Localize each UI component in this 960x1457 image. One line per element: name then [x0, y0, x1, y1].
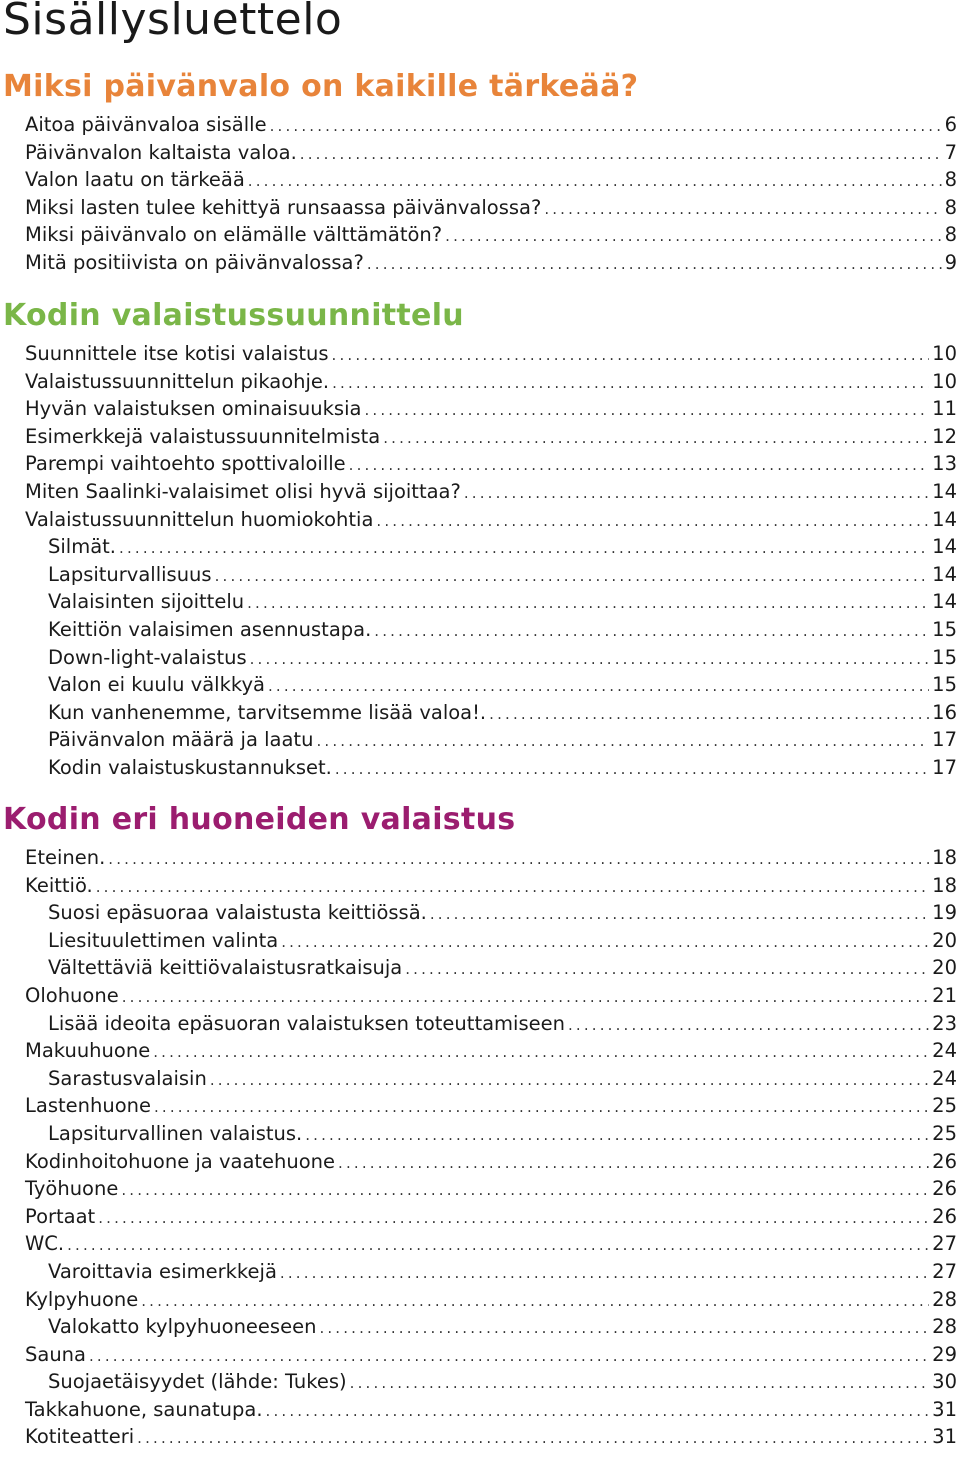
toc-entry-page-number: 24 — [932, 1066, 957, 1090]
toc-entry-label: Valokatto kylpyhuoneeseen — [48, 1315, 317, 1339]
toc-entry-page-number: 19 — [932, 901, 957, 925]
toc-entry-label: Lapsiturvallinen valaistus. — [48, 1121, 303, 1145]
toc-entry-label: Olohuone — [25, 983, 119, 1007]
toc-entry[interactable] — [0, 699, 960, 727]
dot-leader — [121, 1177, 929, 1205]
toc-entry[interactable] — [0, 982, 960, 1010]
toc-entry[interactable] — [0, 899, 960, 927]
toc-entry-page-number: 17 — [932, 755, 957, 779]
toc-entry-label: Kylpyhuone — [25, 1287, 139, 1311]
toc-entry-page-number: 8 — [944, 195, 957, 219]
toc-entry[interactable] — [0, 588, 960, 616]
toc-entry-label: Valaisinten sijoittelu — [48, 590, 245, 614]
dot-leader — [119, 535, 929, 563]
toc-entry[interactable] — [0, 1120, 960, 1148]
dot-leader — [300, 141, 942, 169]
toc-entry-page-number: 13 — [932, 452, 957, 476]
dot-leader — [332, 370, 929, 398]
toc-entry[interactable] — [0, 1341, 960, 1369]
toc-entry-page-number: 8 — [944, 223, 957, 247]
toc-entry[interactable] — [0, 872, 960, 900]
toc-entry-label: Valon laatu on tärkeää — [25, 168, 245, 192]
toc-entry-label: Aitoa päivänvaloa sisälle — [25, 113, 267, 136]
toc-entry[interactable] — [0, 450, 960, 478]
toc-entry[interactable] — [0, 1286, 960, 1314]
toc-entry-label: Keittiö. — [25, 873, 93, 897]
section-heading: Kodin valaistussuunnittelu — [3, 298, 464, 333]
toc-entry[interactable] — [0, 644, 960, 672]
toc-entry-label: Kodin valaistuskustannukset. — [48, 755, 332, 779]
dot-leader — [305, 1122, 929, 1150]
toc-entry-label: Parempi vaihtoehto spottivaloille — [25, 452, 346, 476]
toc-entry-page-number: 28 — [932, 1287, 957, 1311]
toc-entry-page-number: 23 — [932, 1011, 957, 1035]
toc-entry[interactable] — [0, 671, 960, 699]
dot-leader — [281, 929, 929, 957]
dot-leader — [489, 701, 929, 729]
toc-entry-label: Lastenhuone — [25, 1094, 151, 1118]
toc-entry[interactable] — [0, 194, 960, 222]
dot-leader — [266, 1398, 930, 1426]
toc-entry-label: Miten Saalinki-valaisimet olisi hyvä sijoittaa? — [25, 479, 461, 503]
dot-leader — [280, 1260, 929, 1288]
toc-entry-page-number: 25 — [932, 1121, 957, 1145]
dot-leader — [108, 846, 929, 874]
toc-entry[interactable] — [0, 1148, 960, 1176]
toc-entry-label: Eteinen. — [25, 846, 106, 869]
toc-entry[interactable] — [0, 1092, 960, 1120]
toc-entry-label: Suunnittele itse kotisi valaistus — [25, 342, 329, 365]
toc-entry-label: Portaat — [25, 1204, 96, 1228]
toc-entry-label: WC. — [25, 1232, 65, 1256]
toc-entry[interactable] — [0, 506, 960, 534]
toc-entry-label: Kun vanhenemme, tarvitsemme lisää valoa!. — [48, 700, 487, 724]
toc-entry-label: Työhuone — [25, 1177, 119, 1201]
dot-leader — [316, 728, 929, 756]
toc-entry-label: Valon ei kuulu välkkyä — [48, 673, 265, 697]
dot-leader — [383, 425, 929, 453]
toc-entry[interactable] — [0, 754, 960, 782]
toc-entry-page-number: 9 — [944, 250, 957, 274]
toc-entry-page-number: 8 — [944, 168, 957, 192]
toc-entry[interactable] — [0, 1230, 960, 1258]
dot-leader — [332, 342, 930, 370]
toc-entry-label: Makuuhuone — [25, 1039, 151, 1063]
dot-leader — [445, 223, 941, 251]
toc-entry-label: Keittiön valaisimen asennustapa. — [48, 617, 372, 641]
toc-entry[interactable] — [0, 1258, 960, 1286]
toc-entry-page-number: 14 — [932, 535, 957, 559]
dot-leader — [154, 1094, 929, 1122]
dot-leader — [364, 397, 929, 425]
dot-leader — [350, 1370, 930, 1398]
toc-entry[interactable] — [0, 927, 960, 955]
toc-entry[interactable] — [0, 844, 960, 872]
toc-entry[interactable] — [0, 111, 960, 139]
toc-entry-label: Hyvän valaistuksen ominaisuuksia — [25, 397, 362, 421]
toc-entry-page-number: 21 — [932, 983, 957, 1007]
toc-entry-page-number: 16 — [932, 700, 957, 724]
toc-entry-page-number: 14 — [932, 562, 957, 586]
toc-entry-label: Liesituulettimen valinta — [48, 928, 279, 952]
section-heading: Kodin eri huoneiden valaistus — [3, 802, 516, 837]
toc-entry-page-number: 14 — [932, 507, 957, 531]
dot-leader — [98, 1205, 929, 1233]
dot-leader — [376, 508, 929, 536]
toc-entry-label: Varoittavia esimerkkejä — [48, 1259, 277, 1283]
toc-entry[interactable] — [0, 726, 960, 754]
toc-entries — [0, 111, 960, 277]
toc-entry-page-number: 24 — [932, 1039, 957, 1063]
dot-leader — [405, 956, 929, 984]
toc-entry-label: Miksi päivänvalo on elämälle välttämätön? — [25, 223, 443, 247]
toc-entry[interactable] — [0, 1203, 960, 1231]
toc-entry-label: Kotiteatteri — [25, 1425, 135, 1449]
toc-entry[interactable] — [0, 1423, 960, 1451]
toc-entry-page-number: 11 — [932, 397, 957, 421]
toc-entry-label: Esimerkkejä valaistussuunnitelmista — [25, 424, 381, 448]
toc-entry-page-number: 14 — [932, 479, 957, 503]
toc-entry[interactable] — [0, 1368, 960, 1396]
toc-entry-page-number: 15 — [932, 617, 957, 641]
toc-entry-page-number: 6 — [944, 113, 957, 136]
dot-leader — [349, 452, 930, 480]
section-heading: Miksi päivänvalo on kaikille tärkeää? — [3, 69, 639, 104]
toc-entry-label: Kodinhoitohuone ja vaatehuone — [25, 1149, 336, 1173]
toc-entry[interactable] — [0, 533, 960, 561]
toc-entry[interactable] — [0, 1065, 960, 1093]
dot-leader — [464, 480, 929, 508]
toc-entry[interactable] — [0, 1396, 960, 1424]
toc-entry[interactable] — [0, 139, 960, 167]
toc-entry-page-number: 26 — [932, 1204, 957, 1228]
toc-entry-page-number: 10 — [932, 342, 957, 365]
toc-entry-page-number: 30 — [932, 1370, 957, 1394]
toc-entry-page-number: 26 — [932, 1149, 957, 1173]
toc-section-home-lighting-planning — [0, 294, 960, 782]
toc-entry[interactable] — [0, 368, 960, 396]
dot-leader — [335, 756, 929, 784]
toc-entry-page-number: 18 — [932, 873, 957, 897]
toc-entry-label: Vältettäviä keittiövalaistusratkaisuja — [48, 956, 403, 980]
toc-entry-page-number: 26 — [932, 1177, 957, 1201]
dot-leader — [374, 618, 929, 646]
dot-leader — [544, 196, 941, 224]
toc-entry-page-number: 7 — [944, 140, 957, 164]
dot-leader — [141, 1288, 929, 1316]
toc-entry[interactable] — [0, 616, 960, 644]
toc-entry-page-number: 14 — [932, 590, 957, 614]
toc-entry-label: Suosi epäsuoraa valaistusta keittiössä. — [48, 901, 427, 925]
toc-entry-label: Silmät. — [48, 535, 117, 559]
toc-entry-page-number: 27 — [932, 1259, 957, 1283]
toc-entry-page-number: 31 — [932, 1425, 957, 1449]
toc-entry[interactable] — [0, 1313, 960, 1341]
toc-entry-page-number: 29 — [932, 1342, 957, 1366]
dot-leader — [338, 1150, 929, 1178]
toc-entry[interactable] — [0, 954, 960, 982]
toc-entry-label: Valaistussuunnittelun pikaohje. — [25, 369, 330, 393]
toc-entry[interactable] — [0, 166, 960, 194]
toc-section-daylight — [0, 65, 960, 277]
dot-leader — [270, 113, 942, 141]
dot-leader — [89, 1343, 929, 1371]
dot-leader — [153, 1039, 929, 1067]
toc-entries — [0, 340, 960, 782]
toc-entry-label: Mitä positiivista on päivänvalossa? — [25, 250, 364, 274]
dot-leader — [210, 1067, 929, 1095]
dot-leader — [96, 874, 929, 902]
toc-entry-label: Lisää ideoita epäsuoran valaistuksen toteuttamiseen — [48, 1011, 565, 1035]
toc-entry-page-number: 17 — [932, 728, 957, 752]
toc-entry[interactable] — [0, 1175, 960, 1203]
toc-entry-label: Miksi lasten tulee kehittyä runsaassa päivänvalossa? — [25, 195, 542, 219]
toc-section-room-lighting — [0, 798, 960, 1451]
toc-entry-label: Sauna — [25, 1342, 86, 1366]
toc-entry-label: Sarastusvalaisin — [48, 1066, 207, 1090]
toc-entries — [0, 844, 960, 1451]
dot-leader — [67, 1232, 929, 1260]
dot-leader — [215, 563, 930, 591]
toc-entry-page-number: 28 — [932, 1315, 957, 1339]
toc-entry[interactable] — [0, 395, 960, 423]
dot-leader — [137, 1425, 929, 1453]
toc-entry-page-number: 27 — [932, 1232, 957, 1256]
toc-entry[interactable] — [0, 561, 960, 589]
dot-leader — [248, 168, 942, 196]
toc-entry[interactable] — [0, 340, 960, 368]
toc-entry[interactable] — [0, 1037, 960, 1065]
toc-entry-label: Suojaetäisyydet (lähde: Tukes) — [48, 1370, 347, 1394]
toc-entry-label: Down-light-valaistus — [48, 645, 247, 669]
toc-entry-page-number: 12 — [932, 424, 957, 448]
toc-entry[interactable] — [0, 221, 960, 249]
toc-entry[interactable] — [0, 1010, 960, 1038]
dot-leader — [568, 1012, 929, 1040]
toc-entry-page-number: 25 — [932, 1094, 957, 1118]
dot-leader — [319, 1315, 929, 1343]
dot-leader — [247, 590, 929, 618]
toc-entry-page-number: 15 — [932, 673, 957, 697]
toc-entry-label: Takkahuone, saunatupa. — [25, 1397, 263, 1421]
toc-entry[interactable] — [0, 423, 960, 451]
toc-entry[interactable] — [0, 249, 960, 277]
dot-leader — [122, 984, 929, 1012]
dot-leader — [250, 646, 930, 674]
page-title: Sisällysluettelo — [3, 0, 343, 45]
toc-entry-label: Valaistussuunnittelun huomiokohtia — [25, 507, 374, 531]
toc-entry-page-number: 10 — [932, 369, 957, 393]
toc-entry-page-number: 15 — [932, 645, 957, 669]
dot-leader — [430, 901, 929, 929]
toc-entry-label: Päivänvalon kaltaista valoa. — [25, 140, 297, 164]
toc-entry[interactable] — [0, 478, 960, 506]
dot-leader — [268, 673, 929, 701]
dot-leader — [367, 251, 942, 279]
toc-entry-page-number: 20 — [932, 956, 957, 980]
toc-entry-label: Päivänvalon määrä ja laatu — [48, 728, 314, 752]
toc-entry-page-number: 31 — [932, 1397, 957, 1421]
toc-entry-label: Lapsiturvallisuus — [48, 562, 212, 586]
toc-entry-page-number: 18 — [932, 846, 957, 869]
toc-entry-page-number: 20 — [932, 928, 957, 952]
